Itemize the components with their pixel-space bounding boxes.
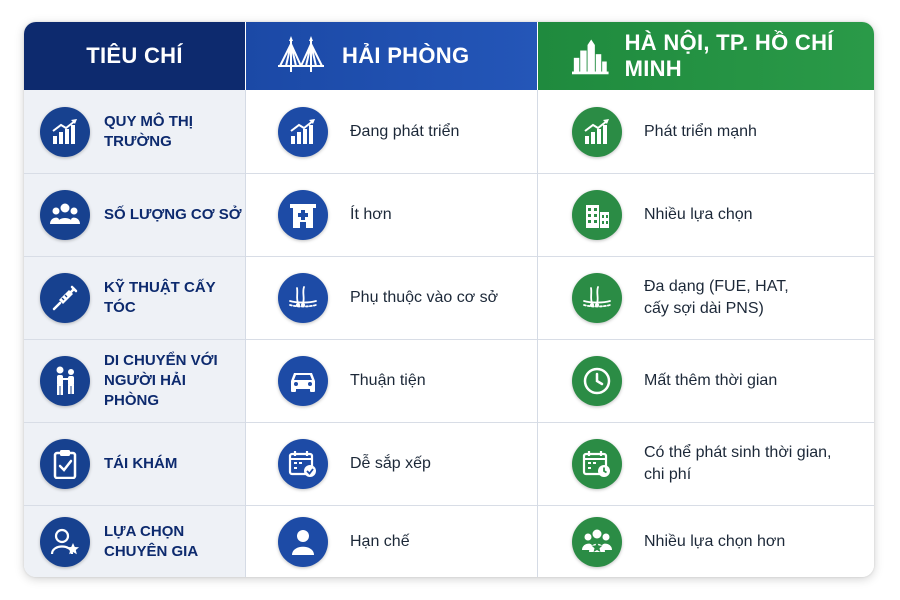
hair-follicle-icon — [278, 273, 328, 323]
calendar-check-icon — [278, 439, 328, 489]
header-big-cities — [538, 22, 874, 90]
table-row — [24, 423, 874, 505]
hai-phong-value: Ít hơn — [350, 206, 392, 223]
table-row — [24, 174, 874, 256]
buildings-icon — [572, 190, 622, 240]
table-row — [24, 340, 874, 422]
criterion-label: SỐ LƯỢNG CƠ SỞ — [104, 206, 242, 223]
clipboard-check-icon — [40, 439, 90, 489]
big-cities-value: Đa dạng (FUE, HAT, cấy sợi dài PNS) — [644, 278, 789, 317]
hai-phong-cell — [246, 257, 537, 339]
hai-phong-value: Dễ sắp xếp — [350, 455, 431, 472]
hai-phong-cell — [246, 506, 537, 577]
big-cities-value: Nhiều lựa chọn — [644, 206, 753, 223]
comparison-table — [24, 22, 874, 577]
person-icon — [278, 517, 328, 567]
hai-phong-cell — [246, 423, 537, 505]
hai-phong-cell — [246, 340, 537, 422]
header-big-cities-title: HÀ NỘI, TP. HỒ CHÍ MINH — [624, 30, 834, 81]
criterion-cell — [24, 90, 245, 173]
hai-phong-value: Hạn chế — [350, 532, 410, 550]
criterion-cell — [24, 340, 245, 422]
syringe-icon — [40, 273, 90, 323]
criterion-cell — [24, 506, 245, 577]
skyline-icon — [572, 36, 609, 76]
big-cities-value: Phát triển mạnh — [644, 122, 757, 140]
header-hai-phong — [246, 22, 537, 90]
big-cities-cell — [538, 90, 874, 173]
walking-people-icon — [40, 356, 90, 406]
big-cities-value: Có thể phát sinh thời gian, chi phí — [644, 444, 832, 483]
hair-follicle-icon — [572, 273, 622, 323]
group-star-icon — [572, 517, 622, 567]
big-cities-value: Nhiều lựa chọn hơn — [644, 532, 786, 550]
growth-chart-icon — [572, 107, 622, 157]
criterion-cell — [24, 257, 245, 339]
hai-phong-value: Phụ thuộc vào cơ sở — [350, 289, 499, 306]
growth-chart-icon — [40, 107, 90, 157]
big-cities-cell — [538, 174, 874, 256]
table-row — [24, 506, 874, 577]
calendar-clock-icon — [572, 439, 622, 489]
header-hai-phong-title: HẢI PHÒNG — [342, 43, 470, 68]
hai-phong-cell — [246, 90, 537, 173]
criterion-label: DI CHUYỂN VỚI NGƯỜI HẢI PHÒNG — [104, 352, 218, 409]
criterion-label: TÁI KHÁM — [104, 455, 178, 472]
people-group-icon — [40, 190, 90, 240]
table-row — [24, 257, 874, 339]
bridge-icon — [276, 36, 326, 76]
hai-phong-cell — [246, 174, 537, 256]
table-row — [24, 90, 874, 173]
clinic-building-icon — [278, 190, 328, 240]
big-cities-cell — [538, 340, 874, 422]
big-cities-cell — [538, 257, 874, 339]
big-cities-cell — [538, 423, 874, 505]
criterion-cell — [24, 174, 245, 256]
hai-phong-value: Đang phát triển — [350, 122, 460, 140]
big-cities-cell — [538, 506, 874, 577]
expert-star-icon — [40, 517, 90, 567]
criterion-label: QUY MÔ THỊ TRƯỜNG — [104, 112, 193, 150]
header-criteria — [24, 22, 245, 90]
criterion-label: KỸ THUẬT CẤY TÓC — [104, 279, 216, 316]
criterion-cell — [24, 423, 245, 505]
growth-chart-icon — [278, 107, 328, 157]
header-criteria-title: TIÊU CHÍ — [86, 43, 183, 68]
car-icon — [278, 356, 328, 406]
hai-phong-value: Thuận tiện — [350, 372, 426, 389]
criterion-label: LỰA CHỌN CHUYÊN GIA — [104, 522, 199, 560]
big-cities-value: Mất thêm thời gian — [644, 372, 778, 389]
clock-icon — [572, 356, 622, 406]
